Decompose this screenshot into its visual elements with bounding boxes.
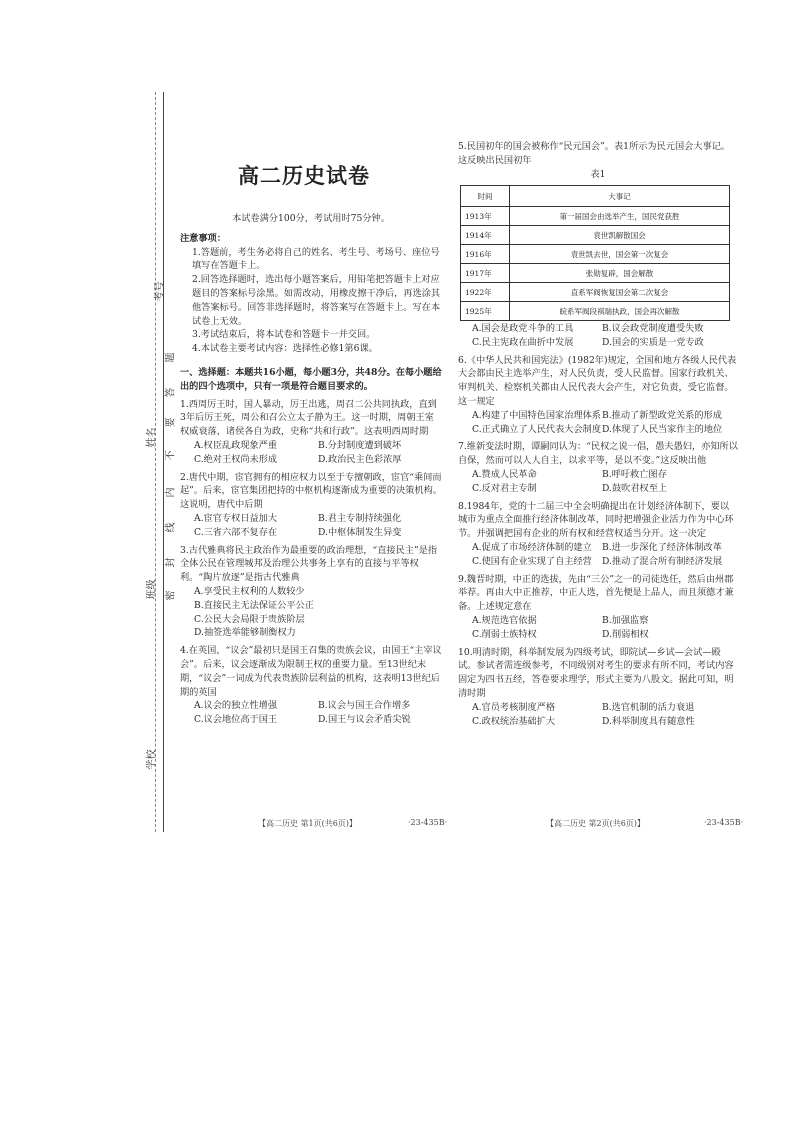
page-code-left: ·23-435B·: [408, 818, 448, 827]
events-table: [460, 185, 730, 321]
question-stem: 1.西周厉王时，国人暴动，厉王出逃，周召二公共同执政，直到3年后厉王死，周公和召公立太子静为王。这一时期，周朝王室权威衰落，诸侯各自为政，史称“共和行政”。这表明西周时期: [180, 398, 437, 438]
school-label: 学校: [146, 749, 158, 770]
seal-char: 要: [165, 417, 177, 428]
binding-line: [163, 92, 164, 832]
table-cell: 1922年: [461, 283, 510, 302]
table-cell: 1917年: [461, 264, 510, 283]
option-b[interactable]: B.君主专制持续强化: [318, 512, 402, 524]
seal-dashed-line: [155, 92, 156, 832]
option-d[interactable]: D.推动了混合所有制经济发展: [602, 555, 723, 567]
exam-intro: 本试卷满分100分，考试用时75分钟。: [232, 213, 390, 224]
option-a[interactable]: A.赞成人民革命: [472, 468, 537, 480]
question-5-stem-block: [458, 140, 738, 181]
table-row: [461, 226, 730, 245]
option-b[interactable]: B.加强监察: [602, 614, 649, 626]
option-d[interactable]: D.国会的实质是一党专政: [602, 336, 704, 348]
option-b[interactable]: B.议会政党制度遭受失败: [602, 323, 704, 334]
note-item: 1.答题前，考生务必将自己的姓名、考生号、考场号、座位号填写在答题卡上。: [192, 246, 440, 272]
table-cell: 张勋复辟，国会解散: [510, 264, 730, 283]
option-b[interactable]: B.选官机制的活力衰退: [602, 701, 695, 713]
seal-char: 内: [165, 487, 177, 498]
question: [180, 544, 442, 641]
option-d[interactable]: D.政治民主色彩浓厚: [318, 453, 402, 465]
notes-heading: 注意事项：: [180, 232, 226, 244]
table-row: [461, 207, 730, 226]
option-c[interactable]: C.使国有企业实现了自主经营: [472, 555, 592, 567]
page-footer-right: 【高二历史 第2页(共6页)】: [546, 819, 645, 828]
question-stem: 7.维新变法时期，谭嗣同认为：“民权之说一倡，愚夫愚妇，亦知所以自保，然而可以人人自主，以求平等，是以不变。”这反映出他: [458, 441, 738, 467]
question: [458, 440, 738, 495]
name-label: 姓名: [146, 427, 158, 448]
option-c[interactable]: C.反对君主专制: [472, 482, 537, 494]
option-d[interactable]: D.鼓吹君权至上: [602, 482, 668, 494]
table-cell: 1916年: [461, 245, 510, 264]
seal-char: 封: [165, 557, 177, 568]
question-stem: 5.民国初年的国会被称作“民元国会”。表1所示为民元国会大事记。这反映出民国初年: [458, 141, 731, 166]
table-row: [461, 283, 730, 302]
option-d[interactable]: D.中枢体制发生异变: [318, 526, 402, 538]
question-stem: 8.1984年，党的十二届三中全会明确提出在计划经济体制下，要以城市为重点全面推行经济体制改革，同时把增强企业活力作为中心环节。并强调把国有企业的所有权和经营权适当分开。这一决定: [458, 500, 734, 540]
option-a[interactable]: A.宦官专权日益加大: [194, 512, 278, 524]
option-a[interactable]: A.官员考核制度严格: [472, 701, 556, 713]
note-item: 4.本试卷主要考试内容：选择性必修1第6课。: [192, 343, 378, 355]
seal-char: 不: [165, 450, 177, 461]
seal-char: 线: [165, 522, 177, 533]
question: [458, 573, 738, 642]
table-cell: 1913年: [461, 207, 510, 226]
option-c[interactable]: C.民主宪政在曲折中发展: [472, 336, 574, 348]
question: [458, 646, 738, 729]
table-row: [461, 302, 730, 321]
option-c[interactable]: C.正式确立了人民代表大会制度: [472, 423, 602, 435]
option-a[interactable]: A.促成了市场经济体制的建立: [472, 541, 592, 553]
option-c[interactable]: C.政权统治基础扩大: [472, 715, 556, 727]
question-stem: 3.古代雅典将民主政治作为最重要的政治理想，“直接民主”是指全体公民在管理城邦及治理公共事务上享有的直接与平等权利。“陶片放逐”是指古代雅典: [180, 544, 438, 584]
option-c[interactable]: C.公民大会局限于贵族阶层: [194, 613, 305, 625]
table-header-cell: 时间: [461, 186, 510, 207]
seal-char: 题: [165, 352, 177, 363]
question: [180, 471, 442, 540]
table-cell: 袁世凯解散国会: [510, 226, 730, 245]
option-a[interactable]: A.权臣乱政现象严重: [194, 439, 278, 451]
exam-number-label: 考号: [154, 281, 166, 302]
option-a[interactable]: A.享受民主权利的人数较少: [194, 585, 305, 597]
table-header-cell: 大事记: [510, 186, 730, 207]
option-b[interactable]: B.进一步深化了经济体制改革: [602, 541, 722, 553]
page-footer-left: 【高二历史 第1页(共6页)】: [258, 819, 357, 828]
option-c[interactable]: C.绝对王权尚未形成: [194, 453, 278, 465]
option-a[interactable]: A.构建了中国特色国家治理体系: [472, 409, 601, 421]
page-code-right: ·23-435B·: [704, 818, 744, 827]
question-stem: 6.《中华人民共和国宪法》(1982年)规定，全国和地方各级人民代表大会都由民主选举产生，对人民负责，受人民监督。国家行政机关、审判机关、检察机关都由人民代表大会产生，对它负责，受它监督。这一规定: [458, 354, 737, 407]
table-row: [461, 245, 730, 264]
option-a[interactable]: A.国会是政党斗争的工具: [472, 323, 574, 334]
option-a[interactable]: A.规范选官依据: [472, 614, 537, 626]
option-b[interactable]: B.分封制度遭到破坏: [318, 439, 402, 451]
question: [458, 500, 738, 569]
option-d[interactable]: D.削弱相权: [602, 628, 649, 640]
seal-char: 密: [165, 590, 177, 601]
question: [180, 644, 442, 727]
question: [458, 354, 738, 437]
option-c[interactable]: C.三省六部不复存在: [194, 526, 278, 538]
left-column: [180, 212, 442, 727]
question-stem: 9.魏晋时期，中正的选拔，先由“三公”之一的司徒选任，然后由州郡举荐。再由大中正推荐，中正人选，首先便是上品人，而且须德才兼备。上述规定意在: [458, 573, 734, 613]
table-caption: 表1: [590, 168, 606, 180]
question: [180, 398, 442, 467]
option-d[interactable]: D.国王与议会矛盾尖锐: [318, 714, 411, 726]
option-b[interactable]: B.议会与国王合作增多: [318, 700, 411, 712]
option-b[interactable]: B.呼吁救亡图存: [602, 468, 667, 480]
note-item: 3.考试结束后，将本试卷和答题卡一并交回。: [192, 329, 376, 341]
section-one-heading: 一、选择题：本题共16小题，每小题3分，共48分。在每小题给出的四个选项中，只有一项是符合题目要求的。: [180, 366, 442, 392]
table-cell: 1925年: [461, 302, 510, 321]
question-stem: 10.明清时期，科举制发展为四级考试，即院试—乡试—会试—殿试。参试者需连级参考，不同级别对考生的要求有所不同，考试内容固定为四书五经，答卷要求理学，形式主要为八股文。据此可知，明清时期: [458, 646, 734, 699]
option-c[interactable]: C.削弱士族特权: [472, 628, 537, 640]
question: [458, 322, 738, 350]
option-d[interactable]: D.抽签选举能够制衡权力: [194, 627, 296, 639]
option-d[interactable]: D.体现了人民当家作主的地位: [602, 423, 723, 435]
table-cell: 1914年: [461, 226, 510, 245]
table-cell: 皖系军阀段祺瑞执政，国会再次解散: [510, 302, 730, 321]
question-stem: 2.唐代中期，宦官拥有的相应权力以至于专擅朝政，宦官“乘间而起”。后来，宦官集团把持的中枢机构逐渐成为重要的决策机构。这说明，唐代中后期: [180, 471, 442, 511]
right-column: [458, 322, 738, 728]
option-c[interactable]: C.议会地位高于国王: [194, 714, 278, 726]
table-cell: 直系军阀恢复国会第二次复会: [510, 283, 730, 302]
table-cell: 第一届国会由选举产生，国民党获胜: [510, 207, 730, 226]
seal-char: 答: [165, 387, 177, 398]
option-a[interactable]: A.议会的独立性增强: [194, 700, 278, 712]
table-header-row: [461, 186, 730, 207]
option-b[interactable]: B.推动了新型政党关系的形成: [602, 409, 722, 421]
exam-title: 高二历史试卷: [238, 163, 370, 188]
note-item: 2.回答选择题时，选出每小题答案后，用铅笔把答题卡上对应题目的答案标号涂黑。如需改动，用橡皮擦干净后，再选涂其他答案标号。回答非选择题时，将答案写在答题卡上。写在本试卷上无效。: [192, 274, 441, 327]
question-stem: 4.在英国，“议会”最初只是国王召集的贵族会议，由国王“主宰议会”。后来，议会逐渐成为限制王权的重要力量。至13世纪末期，“议会”一词成为代表贵族阶层利益的机构，这表明13世纪后期的英国: [180, 645, 442, 698]
option-d[interactable]: D.科举制度具有随意性: [602, 715, 695, 727]
option-b[interactable]: B.直接民主无法保证公平公正: [194, 599, 314, 611]
table-cell: 袁世凯去世，国会第一次复会: [510, 245, 730, 264]
table-row: [461, 264, 730, 283]
class-label: 班级: [146, 579, 158, 600]
